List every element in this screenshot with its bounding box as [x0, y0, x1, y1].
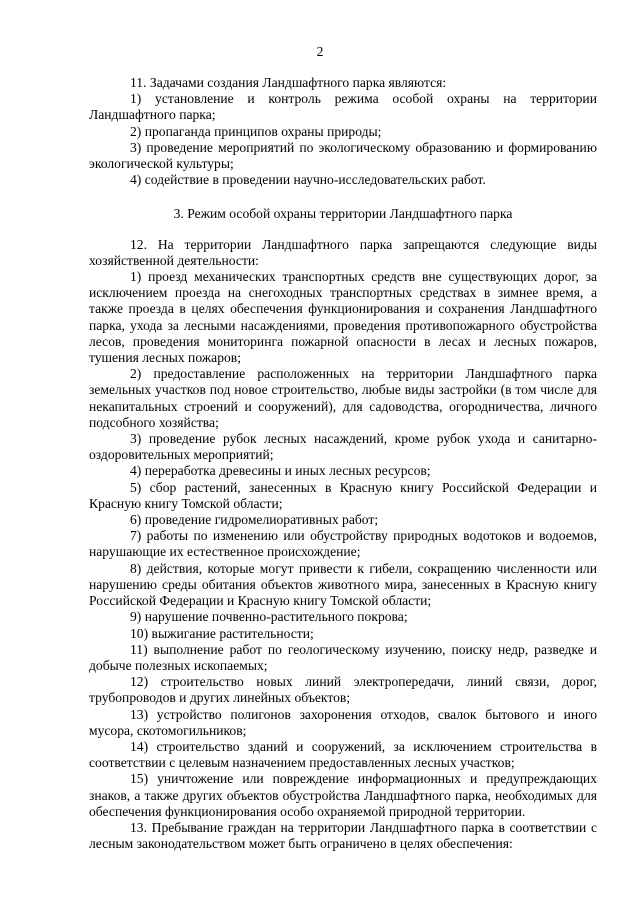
paragraph-12-item-1: 1) проезд механических транспортных средств вне существующих дорог, за исключением проезда на снегоходных транспортных средствах в зимнее время, а также проезда в целях обеспечения функционирования и сохранения Ландшафтного парка, ухода за лесными насаждениями, проведения противопожарного обустройства лесов, проведения мониторинга пожарной опасности в лесах и лесных пожаров, тушения лесных пожаров;: [89, 269, 597, 366]
paragraph-12-item-4: 4) переработка древесины и иных лесных ресурсов;: [130, 463, 431, 479]
paragraph-11-item-3: 3) проведение мероприятий по экологическому образованию и формированию экологической культуры;: [89, 139, 597, 172]
paragraph-12-item-14: 14) строительство зданий и сооружений, за исключением строительства в соответствии с целевым назначением предоставленных лесных участков;: [89, 738, 597, 771]
paragraph-12-item-13: 13) устройство полигонов захоронения отходов, свалок бытового и иного мусора, скотомогильников;: [89, 706, 597, 738]
paragraph-11-intro: 11. Задачами создания Ландшафтного парка являются:: [130, 75, 447, 90]
paragraph-12-item-12: 12) строительство новых линий электропередачи, линий связи, дорог, трубопроводов и других линейных объектов;: [89, 674, 597, 706]
page-number: 2: [316, 44, 324, 59]
paragraph-12-item-3: 3) проведение рубок лесных насаждений, кроме рубок ухода и санитарно-оздоровительных мероприятий;: [89, 431, 597, 463]
paragraph-12-item-11: 11) выполнение работ по геологическому изучению, поиску недр, разведке и добыче полезных ископаемых;: [89, 641, 597, 673]
paragraph-12-item-15: 15) уничтожение или повреждение информационных и предупреждающих знаков, а также других объектов обустройства Ландшафтного парка, необходимых для обеспечения функционирования особо охраняемой природной территории.: [89, 771, 597, 819]
paragraph-11-item-2: 2) пропаганда принципов охраны природы;: [130, 123, 382, 139]
paragraph-12-item-7: 7) работы по изменению или обустройству природных водотоков и водоемов, нарушающие их естественное происхождение;: [89, 528, 597, 560]
paragraph-12-item-8: 8) действия, которые могут привести к гибели, сокращению численности или нарушению среды обитания объектов животного мира, занесенных в Красную книгу Российской Федерации и Красную книгу Томской области;: [89, 560, 597, 609]
section-heading: 3. Режим особой охраны территории Ландшафтного парка: [173, 206, 513, 222]
paragraph-11-item-1: 1) установление и контроль режима особой охраны на территории Ландшафтного парка;: [89, 91, 597, 123]
paragraph-12-item-10: 10) выжигание растительности;: [130, 625, 314, 641]
paragraph-12-intro: 12. На территории Ландшафтного парка запрещаются следующие виды хозяйственной деятельности:: [89, 236, 597, 268]
paragraph-11-item-4: 4) содействие в проведении научно-исследовательских работ.: [130, 172, 486, 188]
paragraph-12-item-6: 6) проведение гидромелиоративных работ;: [130, 512, 379, 528]
paragraph-12-item-9: 9) нарушение почвенно-растительного покрова;: [130, 609, 408, 625]
paragraph-13-intro: 13. Пребывание граждан на территории Ландшафтного парка в соответствии с лесным законодательством может быть ограничено в целях обеспечения:: [89, 819, 597, 852]
paragraph-12-item-2: 2) предоставление расположенных на территории Ландшафтного парка земельных участков под новое строительство, любые виды застройки (в том числе для некапитальных строений и сооружений), для садоводства, огородничества, личного подсобного хозяйства;: [89, 366, 597, 430]
document-body: [89, 75, 597, 852]
paragraph-12-item-5: 5) сбор растений, занесенных в Красную книгу Российской Федерации и Красную книгу Томской области;: [89, 479, 597, 511]
